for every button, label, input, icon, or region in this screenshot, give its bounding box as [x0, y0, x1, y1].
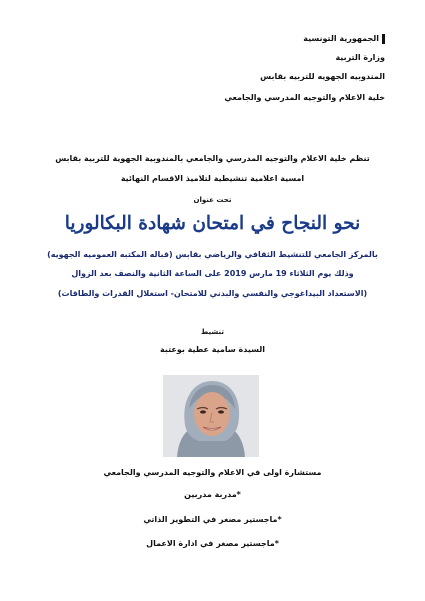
header-regional-office: المندوبيه الجهويه للتربيه بقابس	[260, 72, 385, 81]
presenter-portrait-graphic	[163, 375, 259, 457]
presenter-photo	[163, 375, 259, 457]
credential-senior-advisor: مستشارة اولى في الاعلام والتوجيه المدرسي والجامعي	[103, 468, 322, 477]
header-marker	[382, 34, 385, 44]
presenter-label: تنشيط	[201, 328, 224, 336]
header-guidance-cell: خلية الاعلام والتوجيه المدرسي والجامعي	[224, 93, 385, 102]
presenter-name: السيدة سامية عطية بوعتبة	[159, 345, 266, 354]
header-republic: الجمهورية التونسية	[303, 34, 379, 43]
intro-under-title: تحت عنوان	[193, 196, 232, 204]
credential-business-admin: *ماجستير مصغر في ادارة الاعمال	[146, 539, 279, 548]
topic-line: (الاستعداد البيداغوجي والنفسي والبدني للامتحان- استغلال القدرات والطاقات)	[57, 289, 368, 298]
intro-event: امسية اعلامية تنشيطية لتلاميذ الاقسام النهائية	[120, 174, 305, 183]
intro-organizer: تنظم خلية الاعلام والتوجيه المدرسي والجامعي بالمندوبية الجهوية للتربية بقابس	[55, 154, 370, 163]
date-time-line: وذلك يوم الثلاثاء 19 مارس 2019 على الساعة الثانية والنصف بعد الزوال	[71, 269, 354, 278]
credential-self-development: *ماجستير مصغر في التطوير الذاتي	[143, 515, 282, 524]
header-ministry: وزارة التربية	[335, 53, 385, 62]
credential-trainer: *مدربة مدربين	[184, 490, 241, 499]
venue-line: بالمركز الجامعي للتنشيط الثقافي والرياضي بقابس (قباله المكتبه العموميه الجهويه)	[47, 250, 378, 259]
main-title: نحو النجاح في امتحان شهادة البكالوريا	[64, 213, 361, 234]
